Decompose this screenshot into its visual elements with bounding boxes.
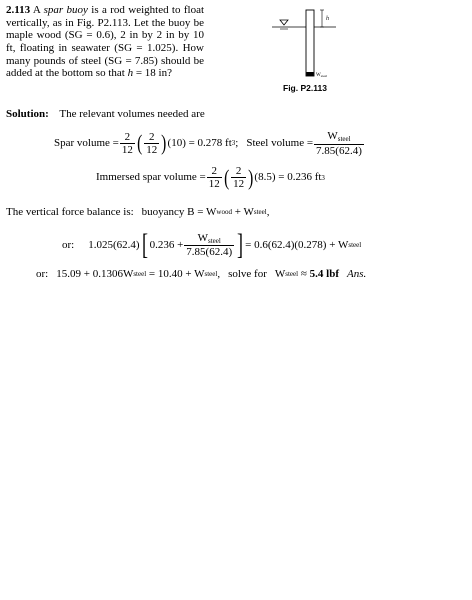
solution-intro-line [6,108,205,121]
problem-statement [6,4,204,80]
problem-term: spar buoy [43,4,88,16]
force-balance-line: The vertical force balance is: buoyancy B = W wood + W steel , [6,206,270,218]
steel-fraction-2: $\frac{W_{steel}}{7.85(62.4)}$ [186,231,233,259]
solution-intro: The relevant volumes needed are [59,108,205,120]
force-balance-eq: buoyancy B = W [141,206,217,218]
problem-h-var: h [127,67,134,80]
steel-volume-lhs: Steel volume = [246,137,314,150]
fraction-4: $\frac{2}{12}$ [233,165,245,191]
solve-for-label: solve for [228,268,267,280]
force-balance-text: The vertical force balance is: [6,206,134,218]
problem-text-c: = 18 in? [135,67,172,80]
figure-caption: Fig. P2.113 [283,83,327,93]
h-label: h [326,16,329,22]
problem-text-b: is a rod weighted to float vertically, as in Fig. P2.113. Let the buoy be maple wood (SG = 0.6), 2 in by 2 in by 10 ft, floating in seawater (SG = 1.025). How many pounds of steel (SG = 7.85) should be added at the bottom so that [6,4,205,80]
steel-weight [307,72,314,76]
immersed-volume-lhs: Immersed spar volume = [96,171,206,184]
or-label-1: or: [62,238,75,251]
fraction-2: $\frac{2}{12}$ [146,130,158,156]
water-level-triangle [280,20,288,25]
immersed-volume-result: (8.5) = 0.236 ft [254,171,322,184]
fraction-1: $\frac{2}{12}$ [121,130,133,156]
equation-final: or: 15.09 + 0.1306W steel = 10.40 + W steel , solve for W steel ≈ 5.4 lbf Ans. [36,268,367,280]
spar-volume-lhs: Spar volume = [54,137,119,150]
equation-immersed-volume: Immersed spar volume = $\frac{2}{12}$ ( $\frac{2}{12}$ ) (8.5) = 0.236 ft 3 [96,164,325,191]
steel-volume-fraction: $\frac{W_{steel}}{7.85(62.4)}$ [316,130,362,157]
spar-volume-result: (10) = 0.278 ft [167,137,232,150]
equation-force-expanded: or: 1.025(62.4) [ 0.236 + $\frac{W_{steel}}{7.85(62.4)}$ ] = 0.6(62.4)(0.278) + W steel [62,228,362,261]
fraction-3: $\frac{2}{12}$ [208,165,220,191]
ans-label: Ans. [346,268,367,280]
equation-spar-volume: Spar volume = $\frac{2}{12}$ ( $\frac{2}{12}$ ) (10) = 0.278 ft 3 ; Steel volume = $\frac{W_{steel}}{7.85(62.4)}$ [54,130,362,157]
steel-label: $W_{steel}$ [316,73,328,78]
problem-text-a: A [32,4,41,16]
spar-rod [306,10,314,76]
final-answer: 5.4 lbf [309,268,339,280]
problem-number: 2.113 [6,4,31,16]
solution-label: Solution: [6,108,49,120]
or-label-2: or: [36,268,49,280]
